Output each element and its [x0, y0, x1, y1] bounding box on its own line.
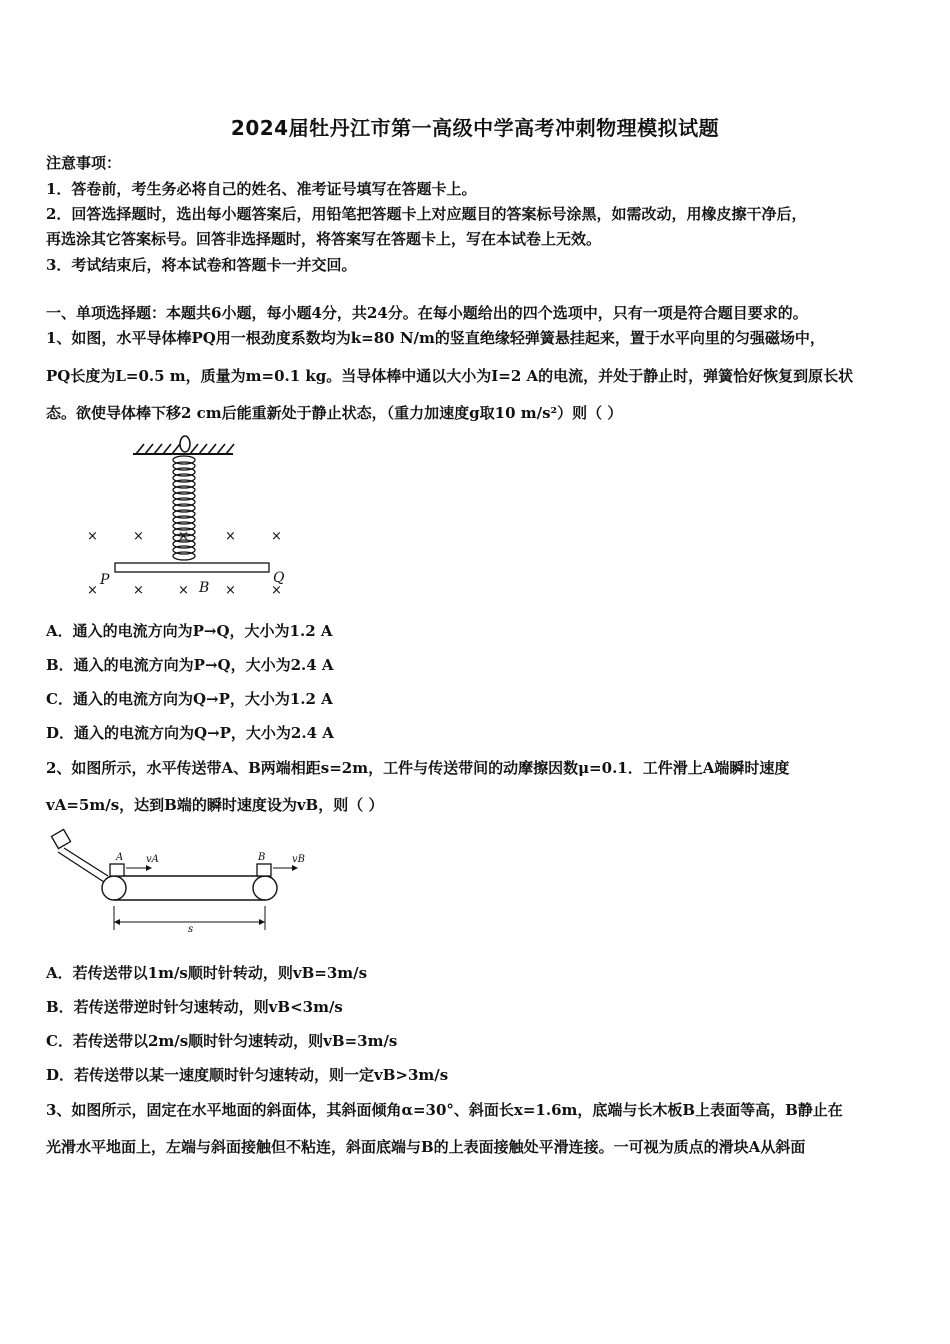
option-d: D．若传送带以某一速度顺时针匀速转动，则一定vB>3m/s: [46, 1066, 449, 1084]
label-q: Q: [273, 570, 285, 586]
question-3-line: 3、如图所示，固定在水平地面的斜面体，其斜面倾角α=30°、斜面长x=1.6m，底端与长木板B上表面等高，B静止在: [46, 1101, 843, 1119]
option-c: C．若传送带以2m/s顺时针匀速转动，则vB=3m/s: [46, 1032, 398, 1050]
field-cross-mark: ×: [178, 529, 189, 544]
option-c: C．通入的电流方向为Q→P，大小为1.2 A: [46, 690, 333, 708]
option-a: A．若传送带以1m/s顺时针转动，则vB=3m/s: [46, 964, 368, 982]
field-cross-mark: ×: [178, 583, 189, 598]
label-p: P: [100, 572, 110, 588]
field-cross-mark: ×: [225, 529, 236, 544]
option-a: A．通入的电流方向为P→Q，大小为1.2 A: [46, 622, 333, 640]
notice-item: 再选涂其它答案标号。回答非选择题时，将答案写在答题卡上，写在本试卷上无效。: [46, 230, 602, 248]
field-cross-mark: ×: [271, 529, 282, 544]
label-a: A: [116, 852, 124, 863]
field-cross-mark: ×: [271, 583, 282, 598]
notice-item: 2．回答选择题时，选出每小题答案后，用铅笔把答题卡上对应题目的答案标号涂黑，如需改动，用橡皮擦干净后，: [46, 205, 807, 223]
field-cross-mark: ×: [133, 529, 144, 544]
question-2-line: vA=5m/s，达到B端的瞬时速度设为vB，则（ ）: [46, 796, 384, 814]
notice-item: 3．考试结束后，将本试卷和答题卡一并交回。: [46, 256, 357, 274]
question-2-line: 2、如图所示，水平传送带A、B两端相距s=2m，工件与传送带间的动摩擦因数μ=0.1．工件滑上A端瞬时速度: [46, 759, 790, 777]
question-1-line: PQ长度为L=0.5 m，质量为m=0.1 kg。当导体棒中通以大小为I=2 A的电流，并处于静止时，弹簧恰好恢复到原长状: [46, 367, 854, 385]
page-title: 2024届牡丹江市第一高级中学高考冲刺物理模拟试题: [230, 116, 720, 140]
conveyor-figure: [48, 826, 318, 938]
option-b: B．若传送带逆时针匀速转动，则vB<3m/s: [46, 998, 343, 1016]
field-cross-mark: ×: [225, 583, 236, 598]
label-s: s: [188, 924, 194, 935]
label-va: vA: [146, 854, 159, 865]
field-cross-mark: ×: [133, 583, 144, 598]
option-d: D．通入的电流方向为Q→P，大小为2.4 A: [46, 724, 334, 742]
notice-heading: 注意事项：: [46, 154, 122, 172]
field-cross-mark: ×: [87, 583, 98, 598]
label-b: B: [199, 580, 210, 596]
spring-rod-figure: [78, 432, 298, 602]
question-1-line: 1、如图，水平导体棒PQ用一根劲度系数均为k=80 N/m的竖直绝缘轻弹簧悬挂起来，置于水平向里的匀强磁场中，: [46, 329, 825, 347]
question-3-line: 光滑水平地面上，左端与斜面接触但不粘连，斜面底端与B的上表面接触处平滑连接。一可视为质点的滑块A从斜面: [46, 1138, 806, 1156]
label-vb: vB: [292, 854, 305, 865]
question-1-line: 态。欲使导体棒下移2 cm后能重新处于静止状态，（重力加速度g取10 m/s²）则（ ）: [46, 404, 623, 422]
notice-item: 1．答卷前，考生务必将自己的姓名、准考证号填写在答题卡上。: [46, 180, 477, 198]
section-heading: 一、单项选择题：本题共6小题，每小题4分，共24分。在每小题给出的四个选项中，只有一项是符合题目要求的。: [46, 304, 808, 322]
option-b: B．通入的电流方向为P→Q，大小为2.4 A: [46, 656, 334, 674]
field-cross-mark: ×: [87, 529, 98, 544]
label-b: B: [258, 852, 266, 863]
